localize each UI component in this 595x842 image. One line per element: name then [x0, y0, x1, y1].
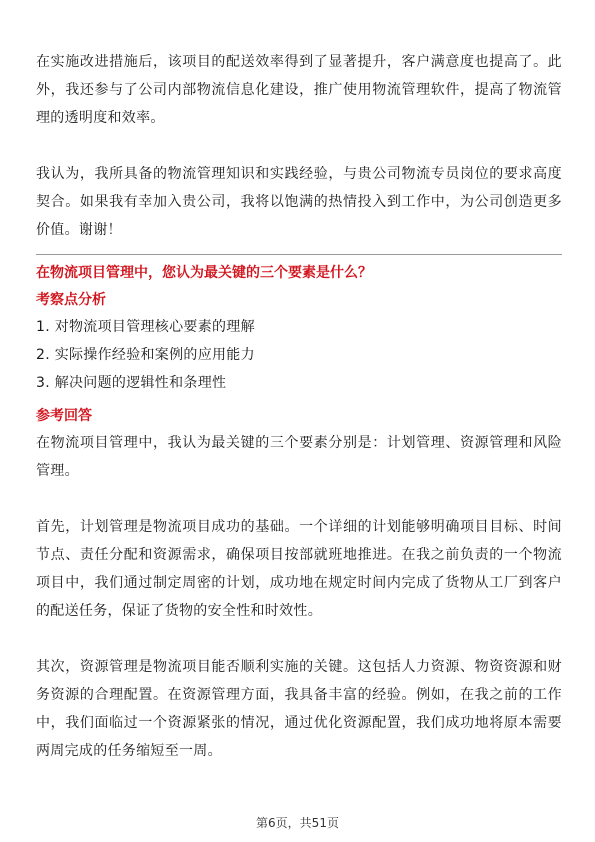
answer-title: 参考回答 [36, 408, 92, 424]
intro-paragraph-2: 我认为，我所具备的物流管理知识和实践经验，与贵公司物流专员岗位的要求高度契合。如果我有幸加入贵公司，我将以饱满的热情投入到工作中，为公司创造更多价值。谢谢！ [36, 166, 562, 238]
analysis-item-1: 1. 对物流项目管理核心要素的理解 [36, 319, 255, 335]
section-divider [36, 254, 562, 255]
question-heading: 在物流项目管理中，您认为最关键的三个要素是什么？ [36, 265, 372, 281]
answer-paragraph-2: 首先，计划管理是物流项目成功的基础。一个详细的计划能够明确项目目标、时间节点、责任分配和资源需求，确保项目按部就班地推进。在我之前负责的一个物流项目中，我们通过制定周密的计划，成功地在规定时间内完成了货物从工厂到客户的配送任务，保证了货物的安全性和时效性。 [36, 519, 562, 619]
intro-paragraph-1: 在实施改进措施后，该项目的配送效率得到了显著提升，客户满意度也提高了。此外，我还参与了公司内部物流信息化建设，推广使用物流管理软件，提高了物流管理的透明度和效率。 [36, 54, 562, 126]
analysis-title: 考察点分析 [36, 292, 106, 308]
answer-paragraph-3: 其次，资源管理是物流项目能否顺利实施的关键。这包括人力资源、物资资源和财务资源的合理配置。在资源管理方面，我具备丰富的经验。例如，在我之前的工作中，我们面临过一个资源紧张的情况，通过优化资源配置，我们成功地将原本需要两周完成的任务缩短至一周。 [36, 659, 562, 759]
page-content [36, 48, 562, 765]
analysis-item-3: 3. 解决问题的逻辑性和条理性 [36, 375, 227, 391]
analysis-item-2: 2. 实际操作经验和案例的应用能力 [36, 347, 255, 363]
page-number: 第6页，共51页 [256, 816, 339, 830]
answer-paragraph-1: 在物流项目管理中，我认为最关键的三个要素分别是：计划管理、资源管理和风险管理。 [36, 435, 562, 479]
